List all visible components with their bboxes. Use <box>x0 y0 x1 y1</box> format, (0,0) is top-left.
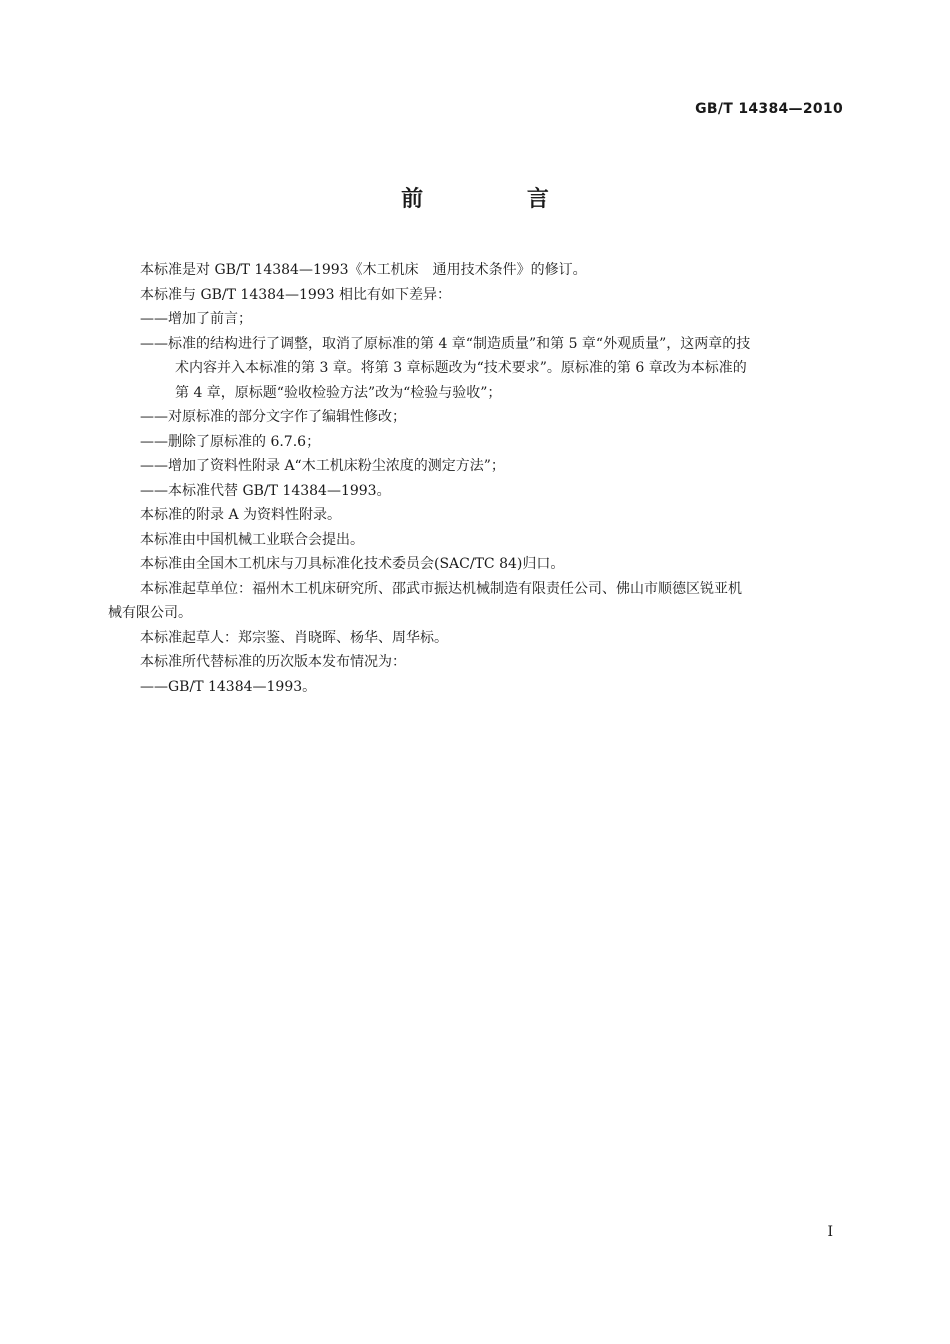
page-number: I <box>827 1224 833 1240</box>
list-item: ——本标准代替 GB/T 14384—1993。 <box>140 482 391 499</box>
list-item: ——增加了前言； <box>140 311 252 327</box>
list-item: ——对原标准的部分文字作了编辑性修改； <box>140 409 406 425</box>
list-item: ——增加了资料性附录 A“木工机床粉尘浓度的测定方法”； <box>140 458 505 474</box>
paragraph-appendix-note: 本标准的附录 A 为资料性附录。 <box>140 507 342 523</box>
list-item-continuation: 第 4 章，原标题“验收检验方法”改为“检验与验收”； <box>175 384 502 401</box>
paragraph-proposer: 本标准由中国机械工业联合会提出。 <box>140 531 364 548</box>
list-item: ——GB/T 14384—1993。 <box>140 678 317 695</box>
paragraph-drafting-units: 本标准起草单位：福州木工机床研究所、邵武市振达机械制造有限责任公司、佛山市顺德区锐亚机 <box>140 580 742 597</box>
paragraph-differences-intro: 本标准与 GB/T 14384—1993 相比有如下差异： <box>140 286 452 303</box>
paragraph-committee: 本标准由全国木工机床与刀具标准化技术委员会(SAC/TC 84)归口。 <box>140 556 565 572</box>
list-item: ——删除了原标准的 6.7.6； <box>140 433 321 450</box>
document-body <box>108 258 844 699</box>
list-item-continuation: 术内容并入本标准的第 3 章。将第 3 章标题改为“技术要求”。原标准的第 6 章改为本标准的 <box>175 360 747 376</box>
paragraph-drafters: 本标准起草人：郑宗鉴、肖晓晖、杨华、周华标。 <box>140 629 448 646</box>
page-title: 前 言 <box>401 187 597 212</box>
paragraph-drafting-units-continuation: 械有限公司。 <box>108 605 192 621</box>
paragraph-history-intro: 本标准所代替标准的历次版本发布情况为： <box>140 654 406 670</box>
standard-code: GB/T 14384—2010 <box>695 101 843 117</box>
list-item: ——标准的结构进行了调整，取消了原标准的第 4 章“制造质量”和第 5 章“外观质量”，这两章的技 <box>140 335 751 352</box>
paragraph-revision-note: 本标准是对 GB/T 14384—1993《木工机床 通用技术条件》的修订。 <box>140 262 587 278</box>
